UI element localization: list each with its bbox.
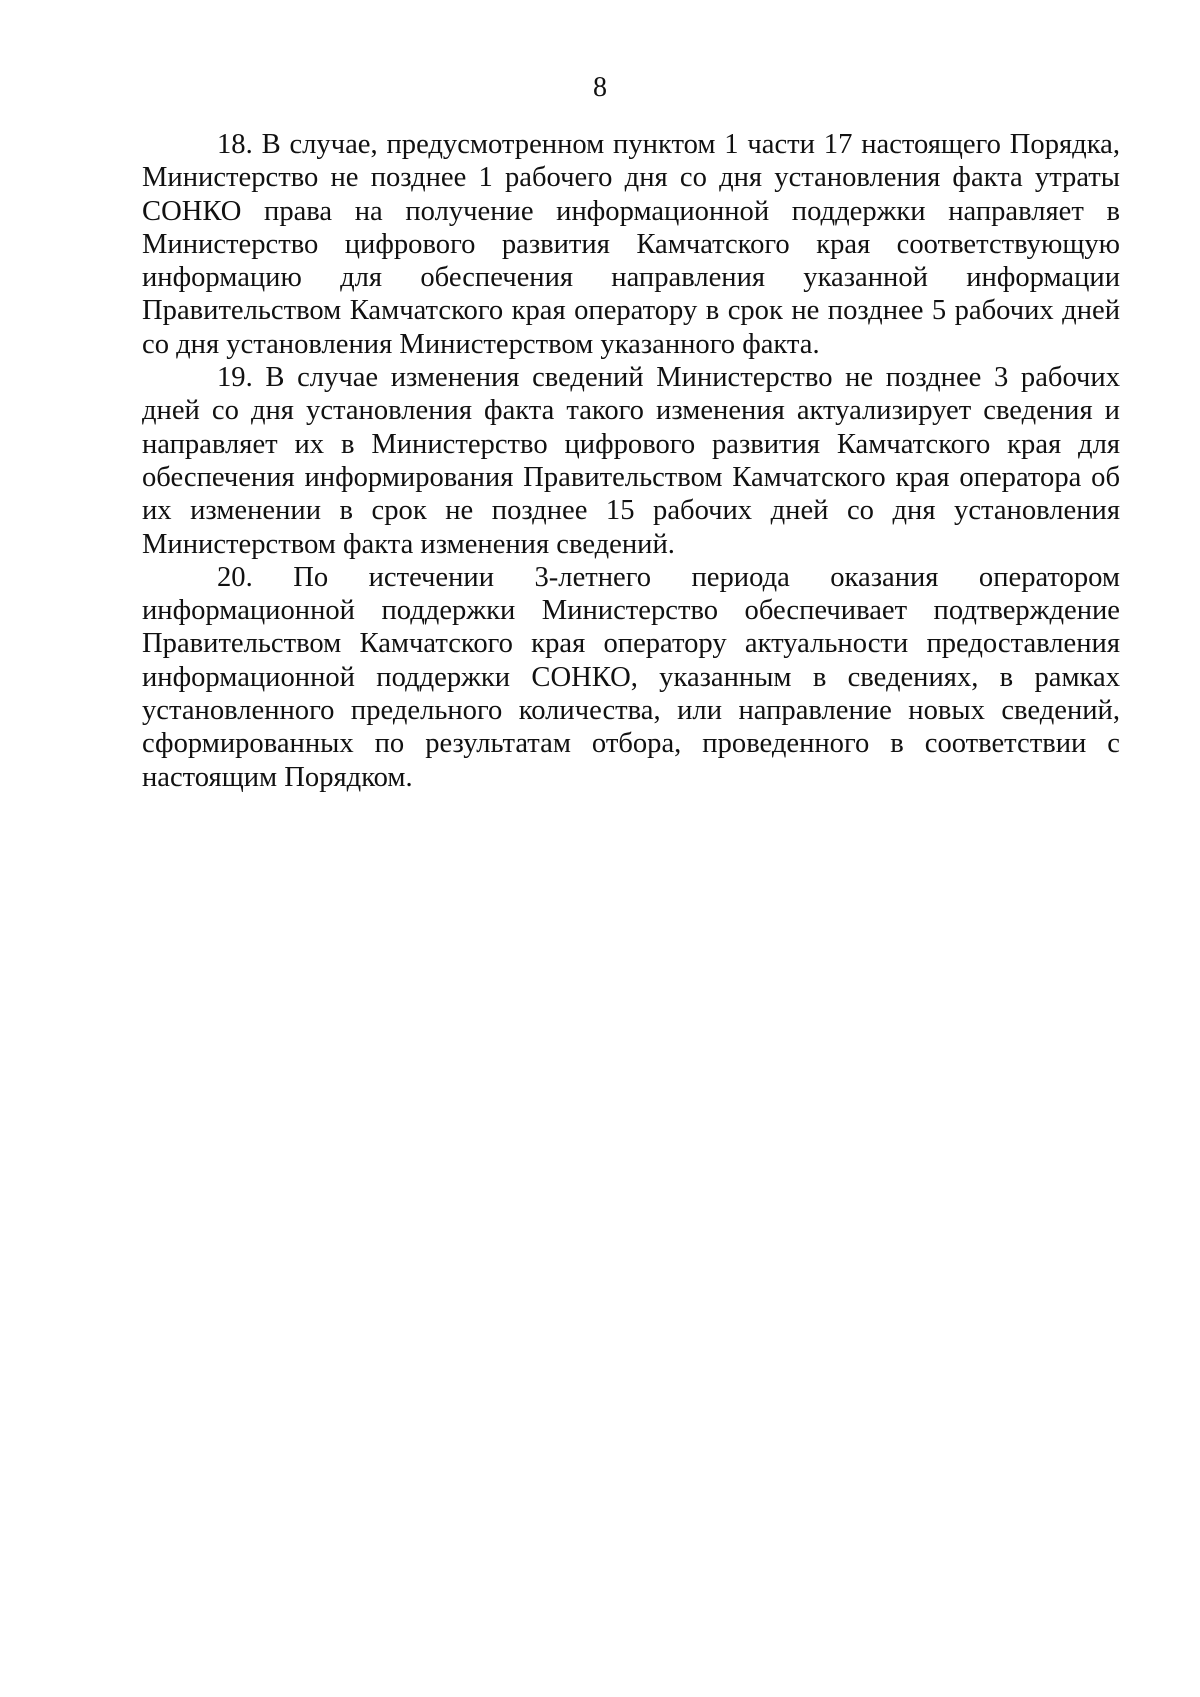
paragraph-18: 18. В случае, предусмотренном пунктом 1 части 17 настоящего Порядка, Министерство не позднее 1 рабочего дня со дня установления факта утраты СОНКО права на получение информационной поддержки направляет в Министерство цифрового развития Камчатского края соответствующую информацию для обеспечения направления указанной информации Правительством Камчатского края оператору в срок не позднее 5 рабочих дней со дня установления Министерством указанного факта. <box>142 129 1120 360</box>
page-number: 8 <box>593 72 607 103</box>
paragraph-20: 20. По истечении 3-летнего периода оказания оператором информационной поддержки Министерство обеспечивает подтверждение Правительством Камчатского края оператору актуальности предоставления информационной поддержки СОНКО, указанным в сведениях, в рамках установленного предельного количества, или направление новых сведений, сформированных по результатам отбора, проведенного в соответствии с настоящим Порядком. <box>142 561 1120 793</box>
document-body <box>142 128 1120 794</box>
paragraph-19: 19. В случае изменения сведений Министерство не позднее 3 рабочих дней со дня установления факта такого изменения актуализирует сведения и направляет их в Министерство цифрового развития Камчатского края для обеспечения информирования Правительством Камчатского края оператора об их изменении в срок не позднее 15 рабочих дней со дня установления Министерством факта изменения сведений. <box>142 362 1120 560</box>
